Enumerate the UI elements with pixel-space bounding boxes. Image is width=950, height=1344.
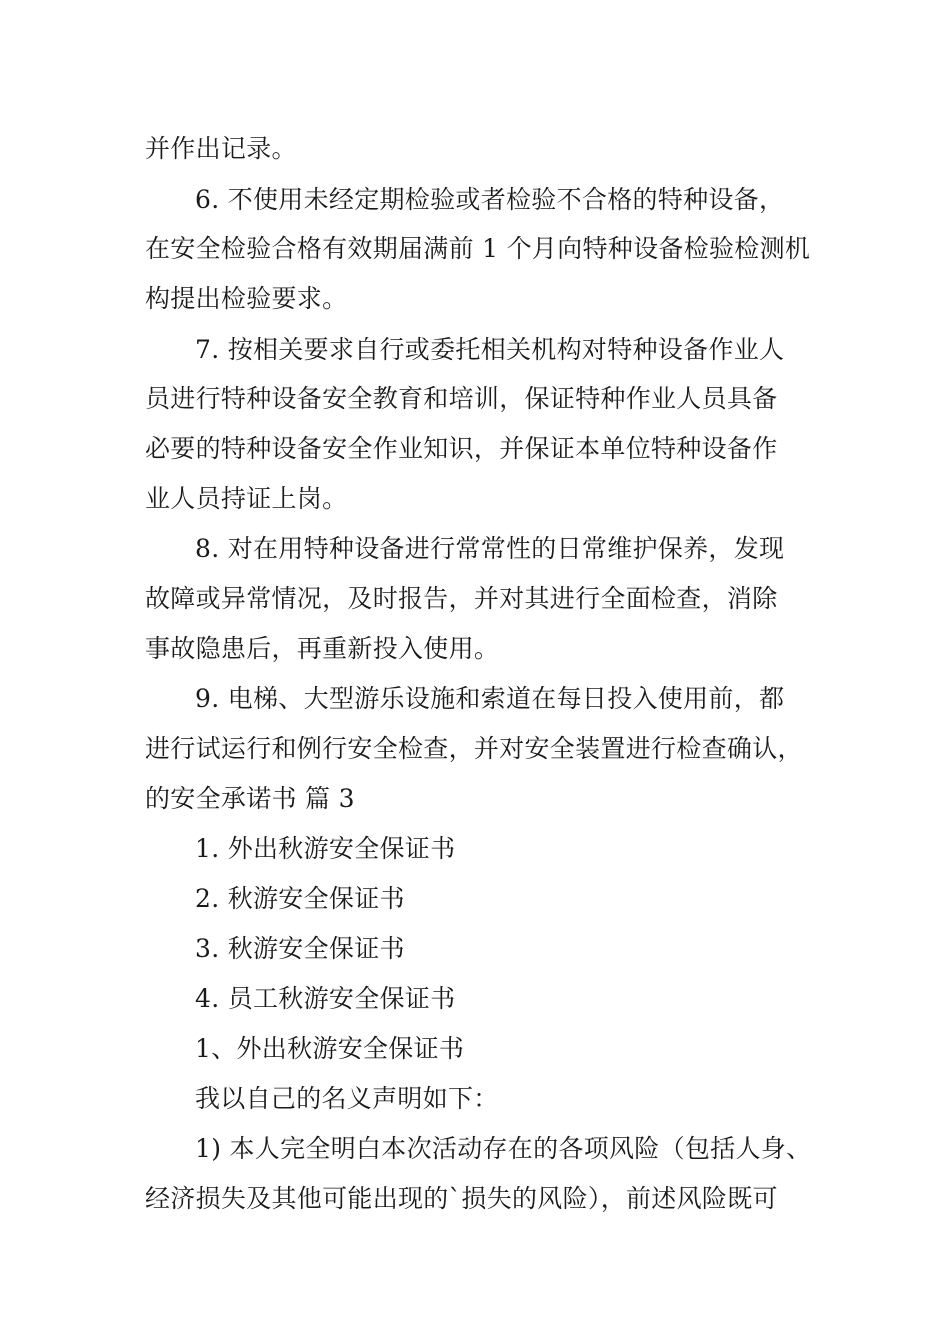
list-item: 1. 外出秋游安全保证书 [195,834,456,863]
paragraph-line: 故障或异常情况，及时报告，并对其进行全面检查，消除 [145,584,778,613]
item-7-line: 7. 按相关要求自行或委托相关机构对特种设备作业人 [195,335,785,364]
paragraph-line: 员进行特种设备安全教育和培训，保证特种作业人员具备 [145,384,778,413]
item-9-line: 9. 电梯、大型游乐设施和索道在每日投入使用前，都 [195,684,785,713]
item-6-line: 6. 不使用未经定期检验或者检验不合格的特种设备， [195,185,785,214]
paragraph-line: 并作出记录。 [145,134,297,163]
paragraph-line: 业人员持证上岗。 [145,484,348,513]
subsection-heading: 1、外出秋游安全保证书 [195,1034,465,1063]
list-item: 4. 员工秋游安全保证书 [195,984,456,1013]
list-item: 2. 秋游安全保证书 [195,884,405,913]
item-8-line: 8. 对在用特种设备进行常常性的日常维护保养，发现 [195,534,785,563]
list-item: 3. 秋游安全保证书 [195,934,405,963]
paragraph-line: 构提出检验要求。 [145,284,348,313]
clause-1-line: 1) 本人完全明白本次活动存在的各项风险（包括人身、 [195,1134,812,1163]
paragraph-line: 在安全检验合格有效期届满前 1 个月向特种设备检验检测机 [145,234,811,263]
paragraph-line: 必要的特种设备安全作业知识，并保证本单位特种设备作 [145,434,778,463]
paragraph-line: 事故隐患后，再重新投入使用。 [145,634,500,663]
paragraph-line: 进行试运行和例行安全检查，并对安全装置进行检查确认， [145,734,803,763]
paragraph-line: 经济损失及其他可能出现的`损失的风险），前述风险既可 [145,1184,778,1213]
paragraph-line: 我以自己的名义声明如下： [195,1084,499,1113]
section-heading: 的安全承诺书 篇 3 [145,784,355,813]
